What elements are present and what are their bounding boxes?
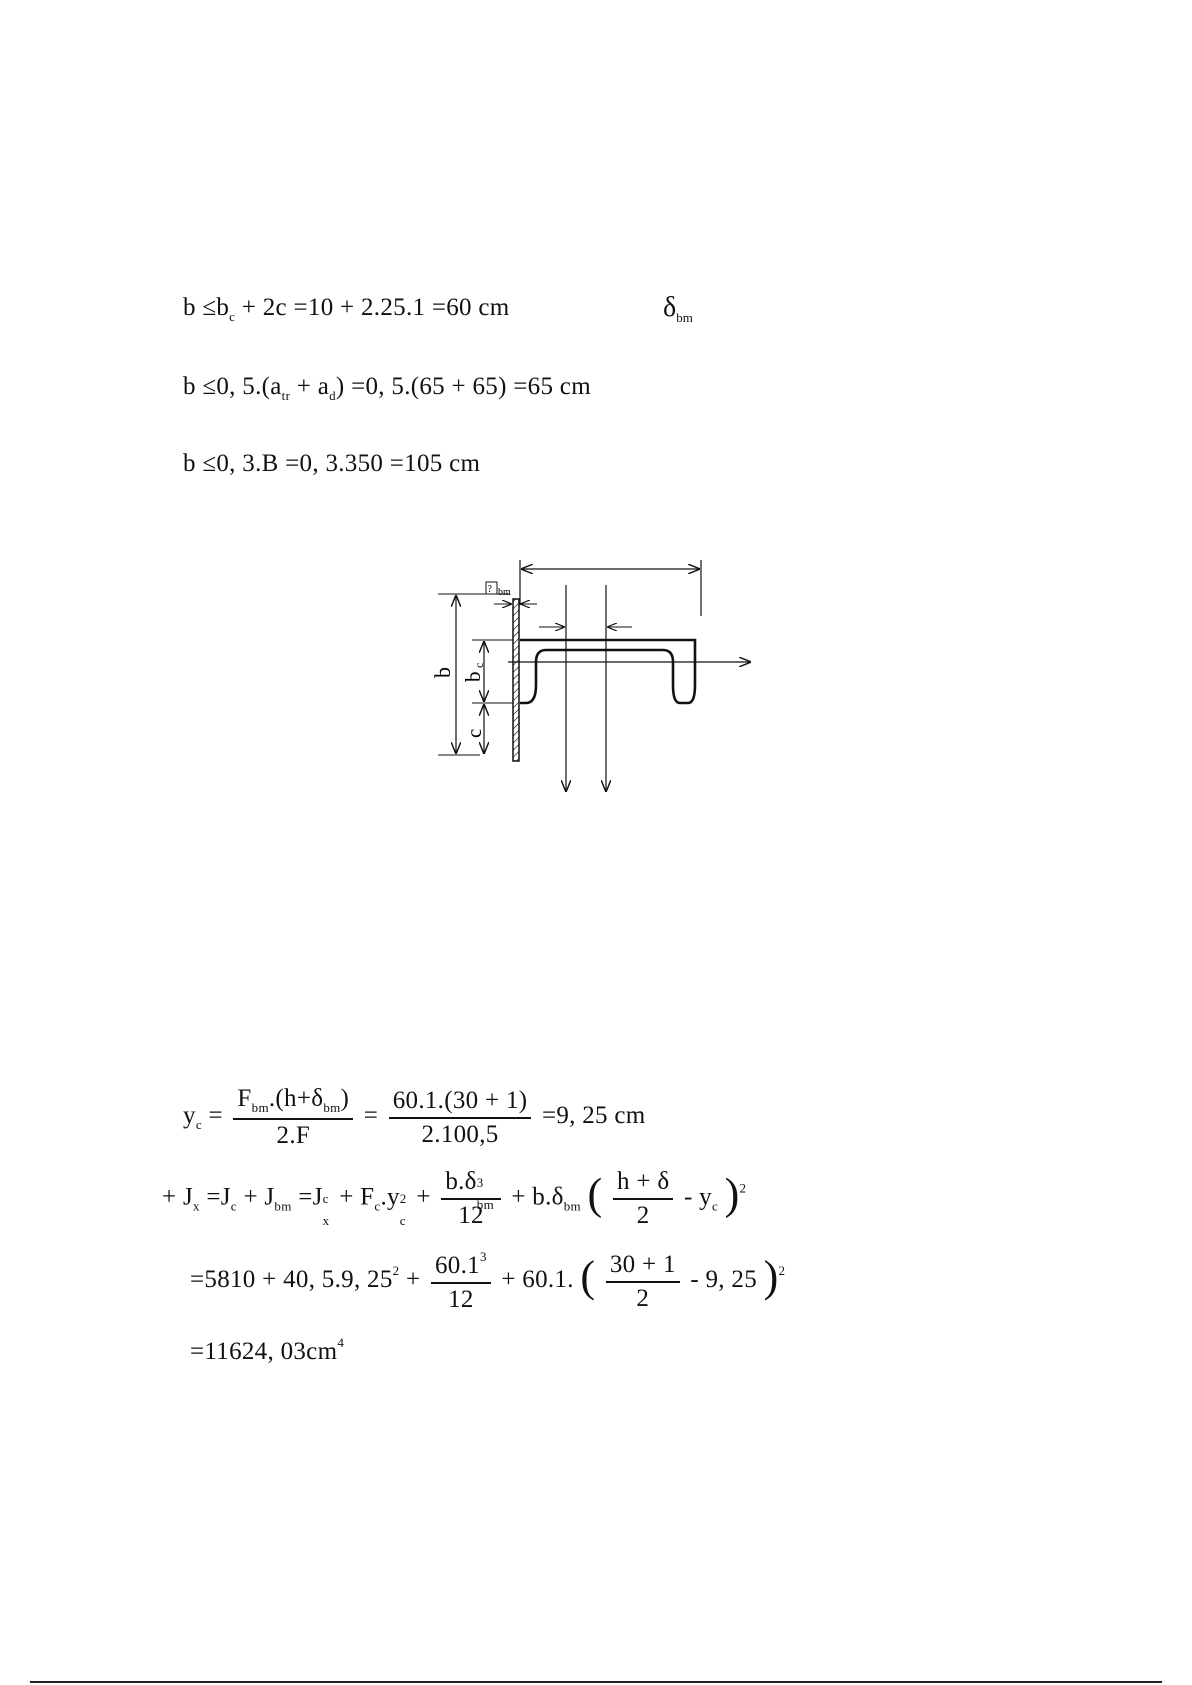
condition-b-line-1: $b \le b_c + 2c =10 + 2.25.1 =60$ cm — [183, 294, 510, 324]
formula-jx-line-2: =5810 + 40, 5.9, $25^2$ + $\frac{60.1^3}{12}$ + 60.1. ( $\frac{30 + 1}{2}$ - 9, 25 )$^2$ — [190, 1249, 786, 1313]
plate-label-sub: bm — [498, 587, 511, 598]
delta-bm-label: $\delta_{bm}$ — [663, 292, 693, 325]
formula-jx-line-1: + $J_x =J_c + J_{bm} =J$ c x + $F_c.y$ 2 c + b.δ 3 bm 12 + $b.\delta_{bm}$ ( $\frac{h + \delta}{2}$ - $y_c$ )$^2$ — [162, 1168, 747, 1229]
bc-dimension-label: b — [461, 671, 485, 682]
jx-fraction-half-height: $\frac{h + \delta}{2}$ — [613, 1168, 673, 1230]
footer-rule — [30, 1681, 1162, 1683]
plate-section — [513, 599, 519, 761]
formula-jx-result: =11624, $03cm^4$ — [190, 1335, 345, 1365]
c-dimension-label: c — [462, 728, 486, 738]
cross-section-diagram — [420, 560, 820, 860]
channel-outline — [520, 640, 695, 703]
jx-fraction-numeric-1: $\frac{60.1^3}{12}$ — [431, 1249, 491, 1314]
condition-b-line-3: b ≤0, 3.B =0, 3.350 =105 cm — [183, 450, 481, 477]
jx-fraction-numeric-2: $\frac{30 + 1}{2}$ — [606, 1251, 680, 1313]
formula-yc: $y_c$ = $\frac{F_{bm}.(h+\delta_{bm})}{2.F}$ = $\frac{60.1.(30 + 1)}{2.100,5}$ =9, 25 cm — [183, 1085, 646, 1149]
yc-fraction-symbolic: $\frac{F_{bm}.(h+\delta_{bm})}{2.F}$ — [233, 1085, 353, 1150]
plate-label-glyph: ? — [487, 584, 492, 595]
yc-fraction-numeric: $\frac{60.1.(30 + 1)}{2.100,5}$ — [389, 1087, 532, 1149]
jx-fraction-plate-inertia: b.δ 3 bm 12 — [441, 1168, 500, 1230]
bc-dimension-sub: c — [472, 662, 486, 668]
b-dimension-label: b — [430, 667, 455, 678]
condition-b-line-2: b ≤0, $5.(a_{tr} + a_d) =0$, 5.(65 + 65) =65 cm — [183, 373, 591, 403]
